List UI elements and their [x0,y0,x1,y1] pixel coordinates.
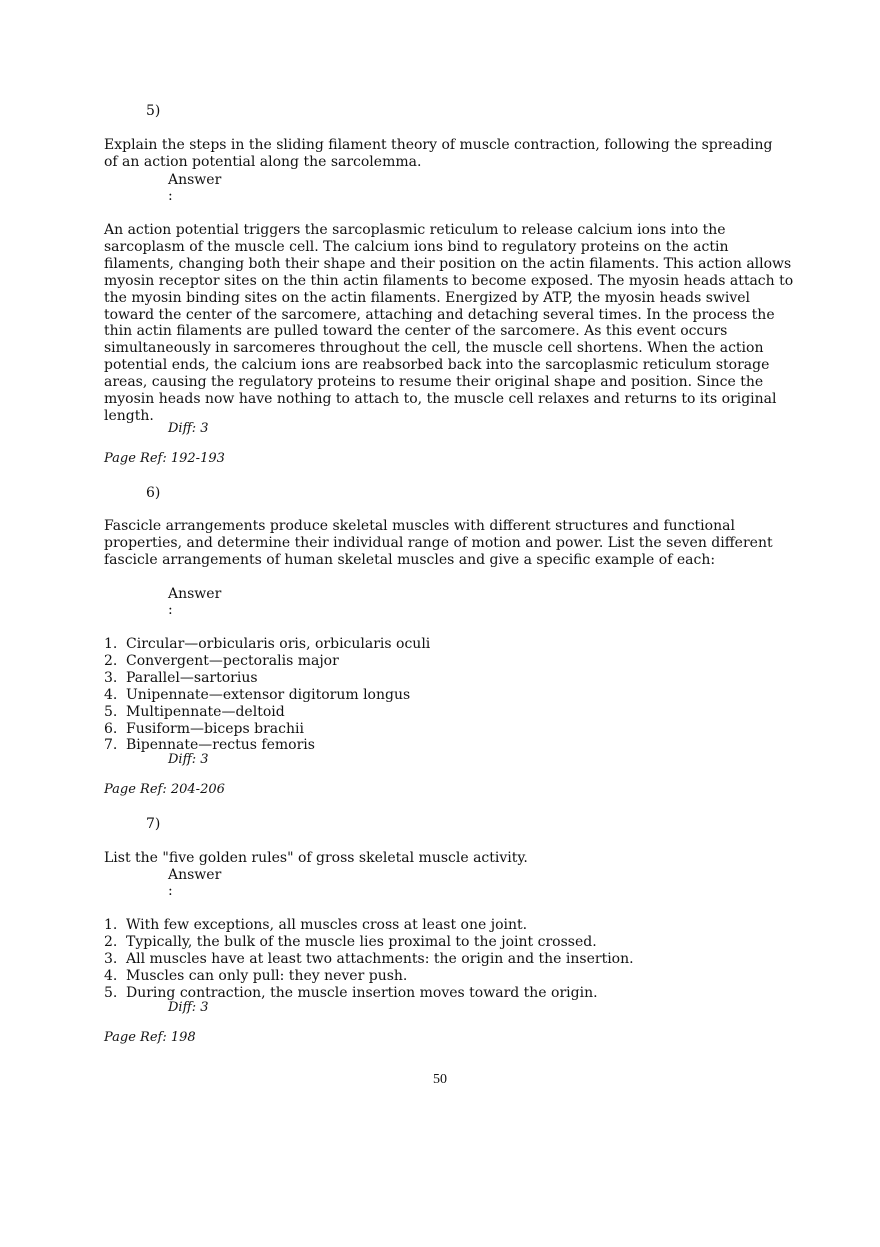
question-text: List the "five golden rules" of gross skeletal muscle activity. [104,850,528,866]
list-item-number: 5. [104,984,118,1001]
list-item-text: During contraction, the muscle insertion moves toward the origin. [126,984,598,1001]
question-text: Fascicle arrangements produce skeletal muscles with different structures and functional properties, and determine their individual range of motion and power. List the seven different fascicle arrangements of human skeletal muscles and give a specific example of each: [104,518,773,568]
list-item-text: With few exceptions, all muscles cross at least one joint. [126,917,528,933]
answer-colon: : [168,602,173,618]
page-reference: Page Ref: 198 [104,1030,196,1045]
question-number: 5) [146,103,161,119]
list-item-text: Bipennate—rectus femoris [126,737,315,754]
list-item-text: Multipennate—deltoid [126,703,285,720]
question-number: 7) [146,816,161,832]
list-item-number: 1. [104,917,118,933]
list-item-text: Muscles can only pull: they never push. [126,967,408,984]
answer-list [104,917,634,1002]
list-item-number: 3. [104,950,118,967]
list-item-number: 2. [104,652,118,669]
list-item-number: 7. [104,737,118,754]
answer-colon: : [168,883,173,899]
difficulty-label: Diff: 3 [168,752,209,767]
list-item [104,636,430,653]
page-reference: Page Ref: 204-206 [104,782,225,797]
list-item-text: Circular—orbicularis oris, orbicularis oculi [126,636,431,652]
list-item-number: 2. [104,933,118,950]
list-item-text: Parallel—sartorius [126,669,258,686]
difficulty-label: Diff: 3 [168,1000,209,1015]
list-item [104,721,430,738]
list-item [104,934,634,951]
list-item-text: Typically, the bulk of the muscle lies proximal to the joint crossed. [126,933,597,950]
answer-label: Answer [168,867,222,883]
list-item-number: 4. [104,686,118,703]
list-item [104,985,634,1002]
list-item-text: Unipennate—extensor digitorum longus [126,686,411,703]
list-item [104,687,430,704]
list-item [104,968,634,985]
answer-list [104,636,430,754]
list-item-text: Convergent—pectoralis major [126,652,339,669]
list-item [104,653,430,670]
list-item-number: 3. [104,669,118,686]
page-reference: Page Ref: 192-193 [104,451,225,466]
page-number: 50 [433,1072,447,1087]
list-item-number: 4. [104,967,118,984]
list-item [104,951,634,968]
list-item-text: Fusiform—biceps brachii [126,720,304,737]
list-item [104,737,430,754]
answer-label: Answer [168,172,222,188]
question-number: 6) [146,485,161,501]
answer-colon: : [168,188,173,204]
answer-text: An action potential triggers the sarcoplasmic reticulum to release calcium ions into the sarcoplasm of the muscle cell. The calcium ions bind to regulatory proteins on the actin filaments, changing both their shape and their position on the actin filaments. This action allows myosin receptor sites on the thin actin filaments to become exposed. The myosin heads attach to the myosin binding sites on the actin filaments. Energized by ATP, the myosin heads swivel toward the center of the sarcomere, attaching and detaching several times. In the process the thin actin filaments are pulled toward the center of the sarcomere. As this event occurs simultaneously in sarcomeres throughout the cell, the muscle cell shortens. When the action potential ends, the calcium ions are reabsorbed back into the sarcoplasmic reticulum storage areas, causing the regulatory proteins to resume their original shape and position. Since the myosin heads now have nothing to attach to, the muscle cell relaxes and returns to its original length. [104,222,794,424]
question-text: Explain the steps in the sliding filament theory of muscle contraction, following the spreading of an action potential along the sarcolemma. [104,137,773,170]
difficulty-label: Diff: 3 [168,421,209,436]
answer-label: Answer [168,586,222,602]
list-item-number: 6. [104,720,118,737]
list-item-text: All muscles have at least two attachments: the origin and the insertion. [126,950,634,967]
list-item [104,704,430,721]
list-item [104,670,430,687]
list-item [104,917,634,934]
list-item-number: 5. [104,703,118,720]
list-item-number: 1. [104,636,118,652]
